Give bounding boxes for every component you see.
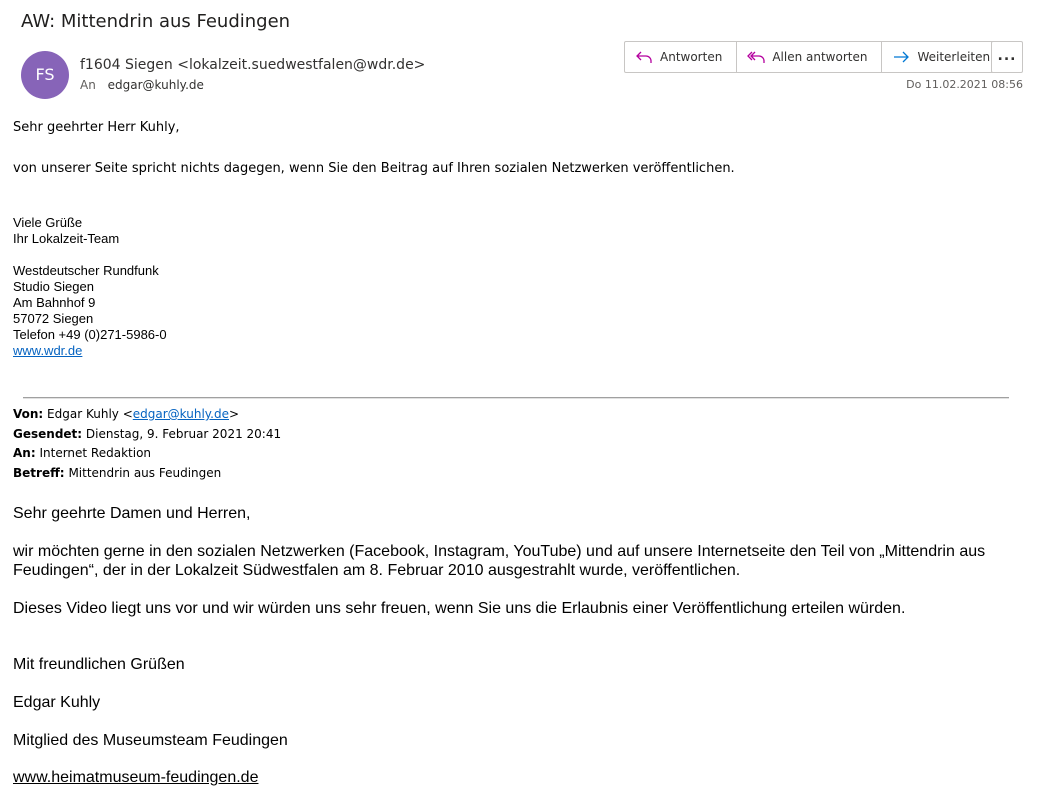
reply-signoff-1: Viele Grüße [13,215,83,230]
reply-greeting: Sehr geehrter Herr Kuhly, [13,120,180,135]
original-to [13,446,151,460]
from-name: Edgar Kuhly < [47,407,133,421]
original-para2: Dieses Video liegt uns vor und wir würden uns sehr freuen, wenn Sie uns die Erlaubnis einer Veröffentlichung erteilen würden. [13,600,906,617]
original-para1-line1: wir möchten gerne in den sozialen Netzwerken (Facebook, Instagram, YouTube) und auf unsere Internetseite den Teil von „Mittendrin aus [13,543,986,560]
to-label: An [80,78,96,92]
original-name: Edgar Kuhly [13,694,101,711]
signature-line-3: Am Bahnhof 9 [13,295,96,310]
original-from [13,407,239,421]
museum-website-link[interactable]: www.heimatmuseum-feudingen.de [13,769,259,786]
quote-divider [23,397,1009,399]
reply-toolbar [624,41,1005,73]
more-icon: ... [997,48,1017,64]
reply-all-button[interactable] [736,42,881,72]
reply-all-icon [747,49,765,65]
received-date: Do 11.02.2021 08:56 [906,78,1023,91]
sender-avatar[interactable]: FS [21,51,69,99]
original-para1-line2: Feudingen“, der in der Lokalzeit Südwestfalen am 8. Februar 2010 ausgestrahlt wurde, veröffentlichen. [13,562,741,579]
forward-icon [892,49,910,65]
reply-icon [635,49,653,65]
reply-button[interactable] [625,42,736,72]
recipient-line [80,78,204,92]
signature-line-2: Studio Siegen [13,279,94,294]
sender-address[interactable]: f1604 Siegen <lokalzeit.suedwestfalen@wdr.de> [80,57,426,73]
forward-button[interactable] [881,42,1004,72]
reply-label: Antworten [660,50,723,64]
from-close: > [229,407,240,421]
forward-label: Weiterleiten [917,50,991,64]
original-to-label: An: [13,446,36,460]
signature-line-4: 57072 Siegen [13,311,94,326]
original-to-value: Internet Redaktion [39,446,152,460]
original-closing: Mit freundlichen Grüßen [13,656,185,673]
reply-text: von unserer Seite spricht nichts dagegen, wenn Sie den Beitrag auf Ihren sozialen Netzwerken veröffentlichen. [13,161,735,176]
from-email-link[interactable]: edgar@kuhly.de [132,407,229,421]
from-label: Von: [13,407,44,421]
original-subject [13,466,221,480]
reply-all-label: Allen antworten [772,50,868,64]
more-actions-button[interactable] [991,41,1023,73]
sent-value: Dienstag, 9. Februar 2021 20:41 [85,427,282,441]
signature-phone: Telefon +49 (0)271-5986-0 [13,327,167,342]
sent-label: Gesendet: [13,427,83,441]
reply-signoff-2: Ihr Lokalzeit-Team [13,231,120,246]
original-sent [13,427,281,441]
original-role: Mitglied des Museumsteam Feudingen [13,732,288,749]
subject-label: Betreff: [13,466,65,480]
email-subject: AW: Mittendrin aus Feudingen [21,11,291,32]
original-greeting: Sehr geehrte Damen und Herren, [13,505,251,522]
wdr-website-link[interactable]: www.wdr.de [13,343,83,358]
recipient-address[interactable]: edgar@kuhly.de [107,78,204,92]
subject-value: Mittendrin aus Feudingen [68,466,222,480]
signature-line-1: Westdeutscher Rundfunk [13,263,159,278]
